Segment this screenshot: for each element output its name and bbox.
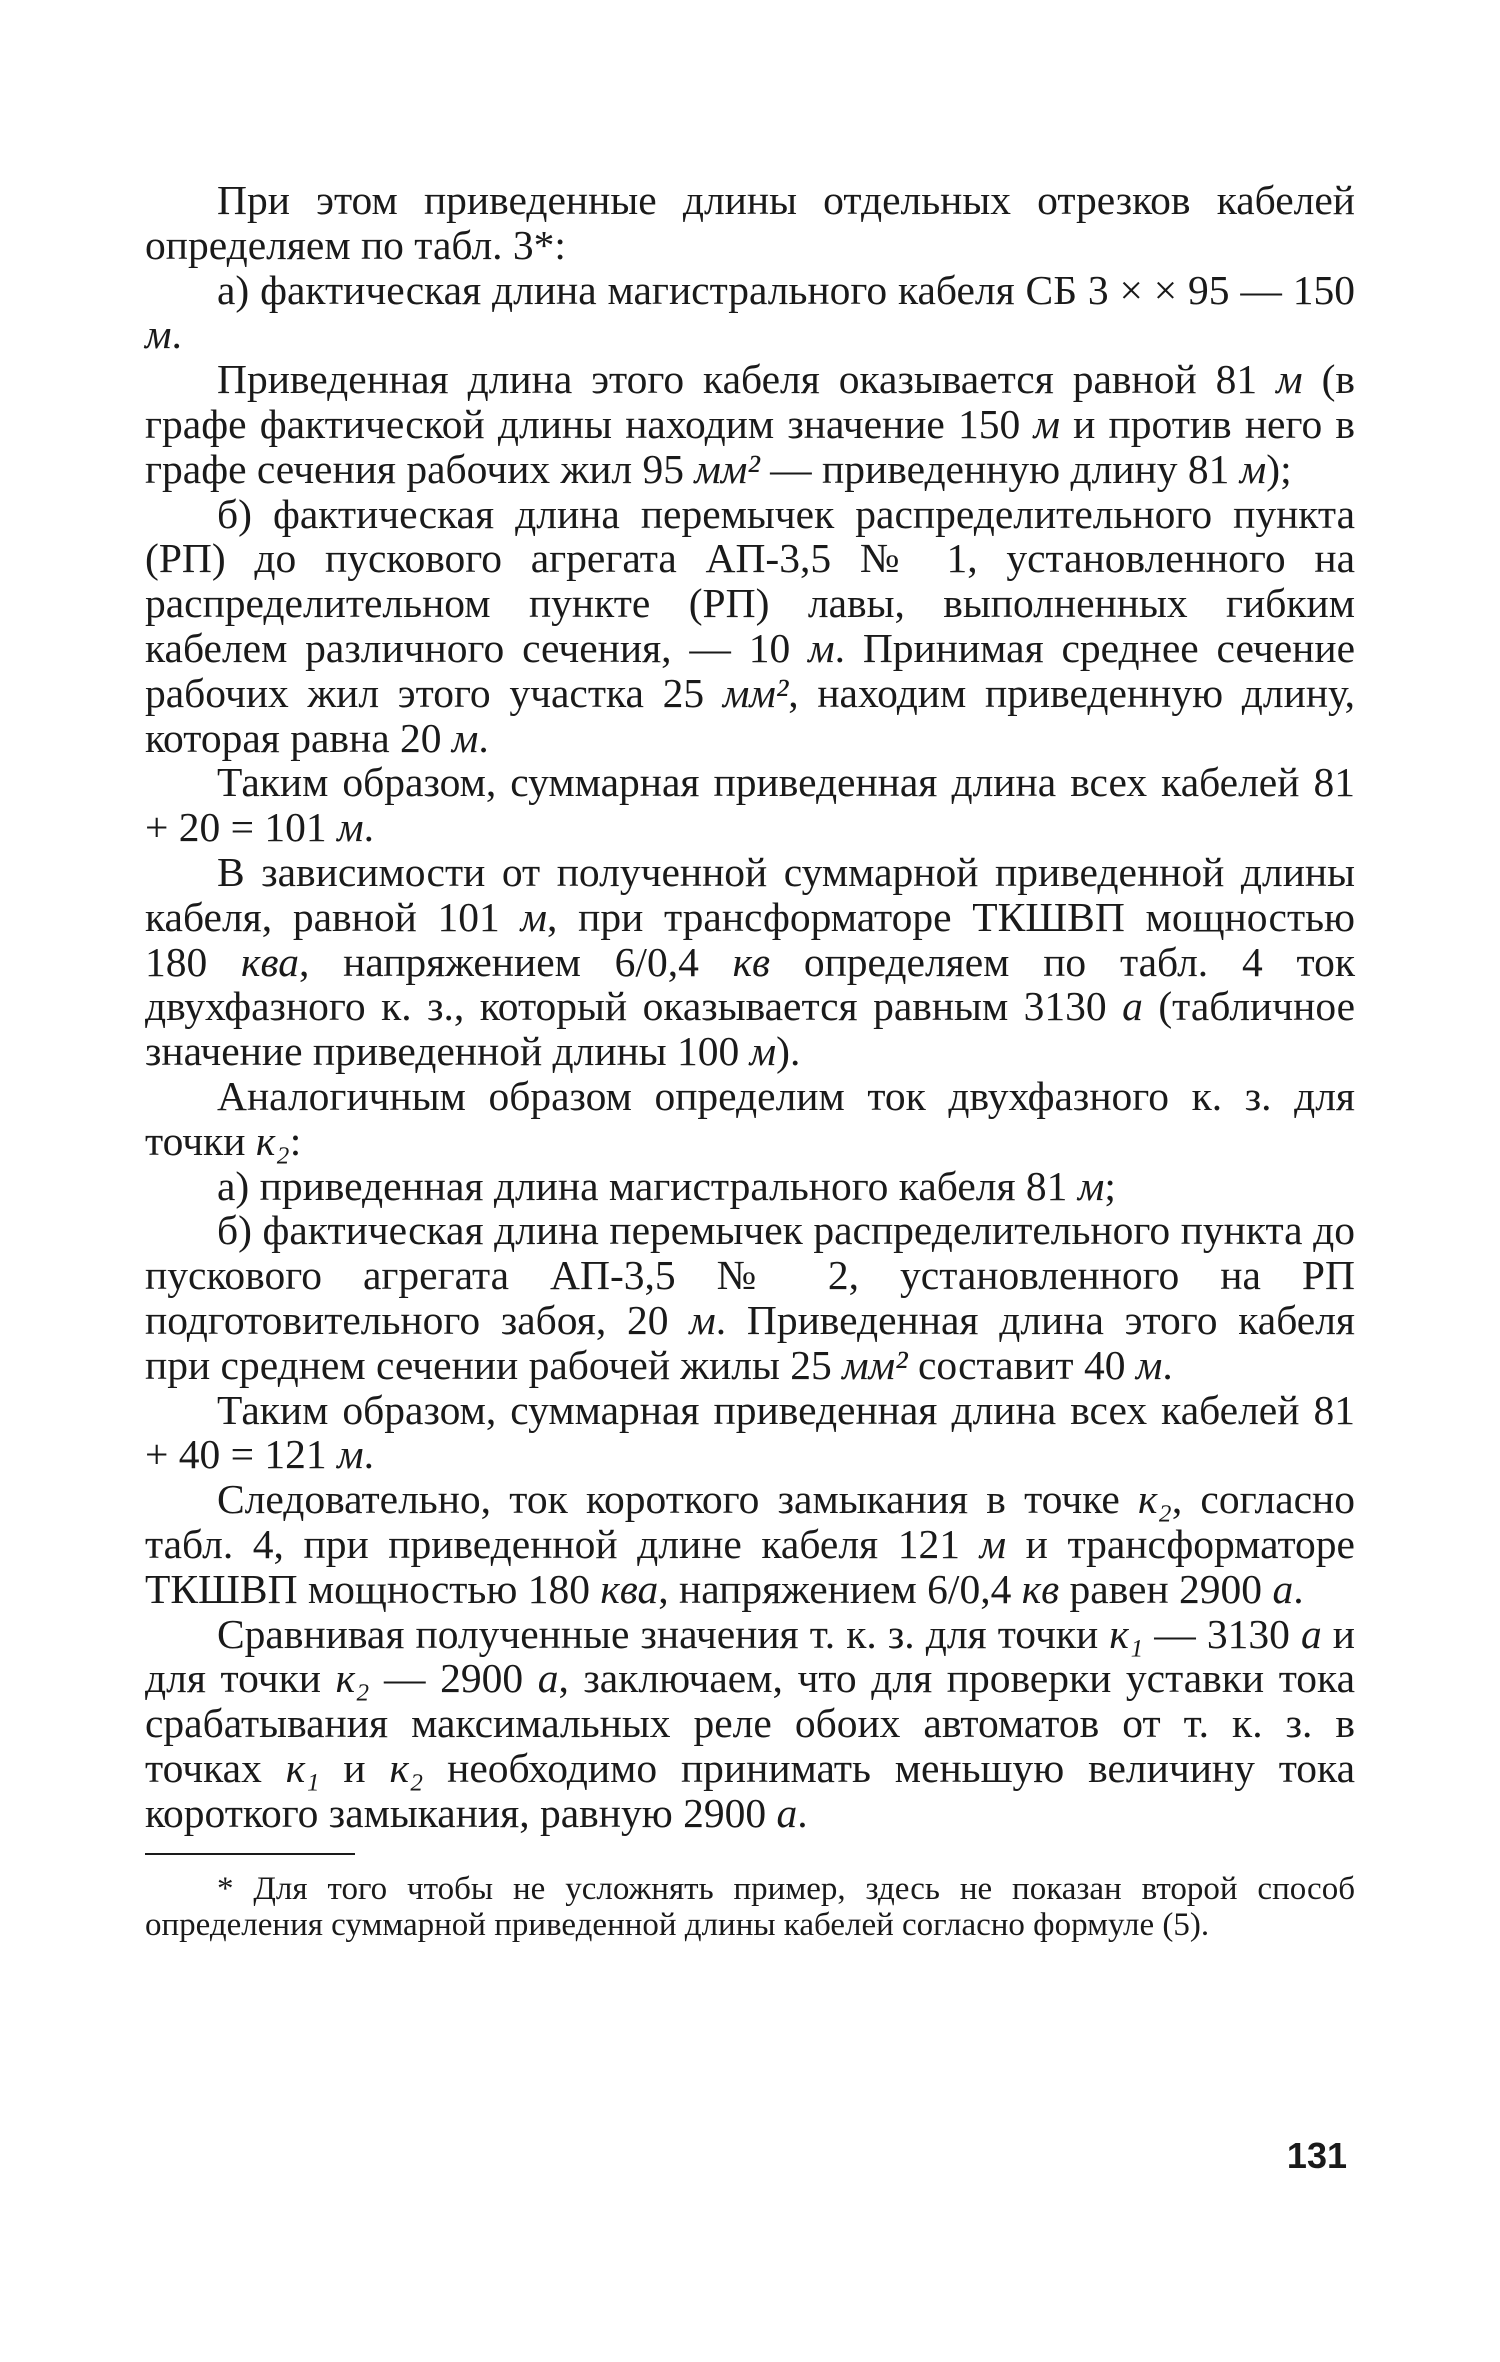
unit-symbol: мм² [694,445,760,492]
text-run: : [289,1117,302,1164]
unit-symbol: мм² [722,669,789,716]
unit-symbol: к₂ [389,1744,424,1791]
text-run: равен 2900 [1059,1565,1273,1612]
text-run: . [478,714,489,761]
book-page [145,178,1355,2318]
text-run: составит 40 [907,1341,1136,1388]
unit-symbol: кв [1021,1565,1060,1612]
text-run: , заключаем, что для проверки уставки тока срабатывания максимальных реле обоих автоматов от т. к. з. в точках [145,1655,1356,1791]
text-run: . [363,1431,374,1478]
text-run: . Принимая среднее сечение рабочих жил этого участка 25 [145,624,1356,716]
paragraph [145,492,1355,761]
footnote-divider [145,1853,355,1855]
unit-symbol: м [1077,1162,1105,1209]
text-run: . [1293,1565,1304,1612]
text-run: . [1162,1341,1173,1388]
page-number: 131 [1286,2135,1347,2176]
text-run: (в графе фактической длины находим значение 150 [145,356,1355,447]
text-run: . [171,311,182,358]
unit-symbol: ква [600,1565,659,1612]
paragraph [145,268,1355,358]
unit-symbol: к₁ [285,1744,320,1791]
unit-symbol: м [979,1520,1007,1567]
unit-symbol: м [1239,445,1267,492]
paragraph [145,357,1355,491]
unit-symbol: м [749,1028,777,1075]
text-run: , напряжением 6/0,4 [298,938,733,985]
unit-symbol: м [337,804,364,851]
unit-symbol: м [808,624,835,671]
unit-symbol: мм² [842,1341,908,1388]
text-run: , напряжением 6/0,4 [658,1565,1022,1612]
paragraph [145,1612,1355,1836]
unit-symbol: а [776,1789,798,1836]
text-run: б) фактическая длина перемычек распределительного пункта до пускового агрегата АП-3,5 № 2, установленного на РП подготовительного забоя, 20 [145,1207,1355,1343]
body-text [145,178,1355,1835]
paragraph [145,1208,1355,1387]
paragraph [145,760,1355,850]
text-run: и трансформаторе ТКШВП мощностью 180 [145,1520,1355,1612]
text-run: , согласно табл. 4, при приведенной длине кабеля 121 [145,1476,1355,1567]
text-run: и против него в графе сечения рабочих жил 95 [145,400,1355,492]
text-run: Аналогичным образом определим ток двухфазного к. з. для точки [145,1072,1355,1164]
text-run: . Приведенная длина этого кабеля при среднем сечении рабочей жилы 25 [145,1296,1356,1388]
unit-symbol: м [451,714,479,761]
unit-symbol: а [1300,1610,1322,1657]
text-run: б) фактическая длина перемычек распределительного пункта (РП) до пускового агрегата АП-3,5 № 1, установленного на распределительном пункте (РП) лавы, выполненных гибким кабелем различного сечения, — 10 [145,490,1355,671]
text-run: ); [1266,445,1292,492]
paragraph [145,1388,1355,1478]
unit-symbol: кв [732,938,771,985]
text-run: Таким образом, суммарная приведенная длина всех кабелей 81 + 40 = 121 [145,1386,1355,1478]
text-run: Сравнивая полученные значения т. к. з. для точки [217,1610,1110,1657]
text-run: необходимо принимать меньшую величину тока короткого замыкания, равную 2900 [145,1744,1355,1836]
unit-symbol: а [1272,1565,1294,1612]
footnote: * Для того чтобы не усложнять пример, здесь не показан второй способ определения суммарной приведенной длины кабелей согласно формуле (5). [145,1871,1355,1944]
text-run: , при трансформаторе ТКШВП мощностью 180 [145,893,1356,985]
text-run: . [363,804,374,851]
text-run: ; [1104,1162,1116,1209]
unit-symbol: к₂ [255,1117,290,1164]
paragraph [145,850,1355,1074]
unit-symbol: а [1122,983,1143,1030]
unit-symbol: м [520,893,547,940]
text-run: а) приведенная длина магистрального кабеля 81 [217,1162,1078,1209]
unit-symbol: ква [241,938,299,985]
text-run: — 2900 [369,1655,538,1702]
unit-symbol: м [1276,356,1303,403]
text-run: а) фактическая длина магистрального кабеля СБ 3 × × 95 — 150 [217,266,1355,313]
paragraph [145,1074,1355,1164]
text-run: определяем по табл. 4 ток двухфазного к. з., который оказывается равным 3130 [145,938,1355,1030]
unit-symbol: к₁ [1109,1610,1144,1657]
text-run: Следовательно, ток короткого замыкания в точке [217,1476,1138,1523]
paragraph [145,178,1355,268]
unit-symbol: к₂ [335,1655,370,1702]
unit-symbol: м [1135,1341,1163,1388]
text-run: Таким образом, суммарная приведенная длина всех кабелей 81 + 20 = 101 [145,759,1355,851]
text-run: — 3130 [1143,1610,1301,1657]
text-run: Приведенная длина этого кабеля оказывается равной 81 [217,356,1277,403]
text-run: При этом приведенные длины отдельных отрезков кабелей определяем по табл. 3*: [145,177,1355,268]
unit-symbol: м [337,1431,364,1478]
text-run: — приведенную длину 81 [759,445,1240,492]
unit-symbol: м [689,1296,716,1343]
unit-symbol: а [537,1655,559,1702]
text-run: . [797,1789,808,1836]
text-run: (табличное значение приведенной длины 100 [145,983,1355,1075]
text-run: В зависимости от полученной суммарной приведенной длины кабеля, равной 101 [145,848,1355,940]
text-run: и для точки [145,1610,1356,1702]
unit-symbol: к₂ [1137,1476,1172,1523]
unit-symbol: м [1033,400,1060,447]
text-run: , находим приведенную длину, которая равна 20 [145,669,1355,761]
text-run: и [319,1744,390,1791]
unit-symbol: м [145,311,172,358]
paragraph [145,1164,1355,1209]
paragraph [145,1477,1355,1611]
text-run: ). [776,1028,801,1075]
